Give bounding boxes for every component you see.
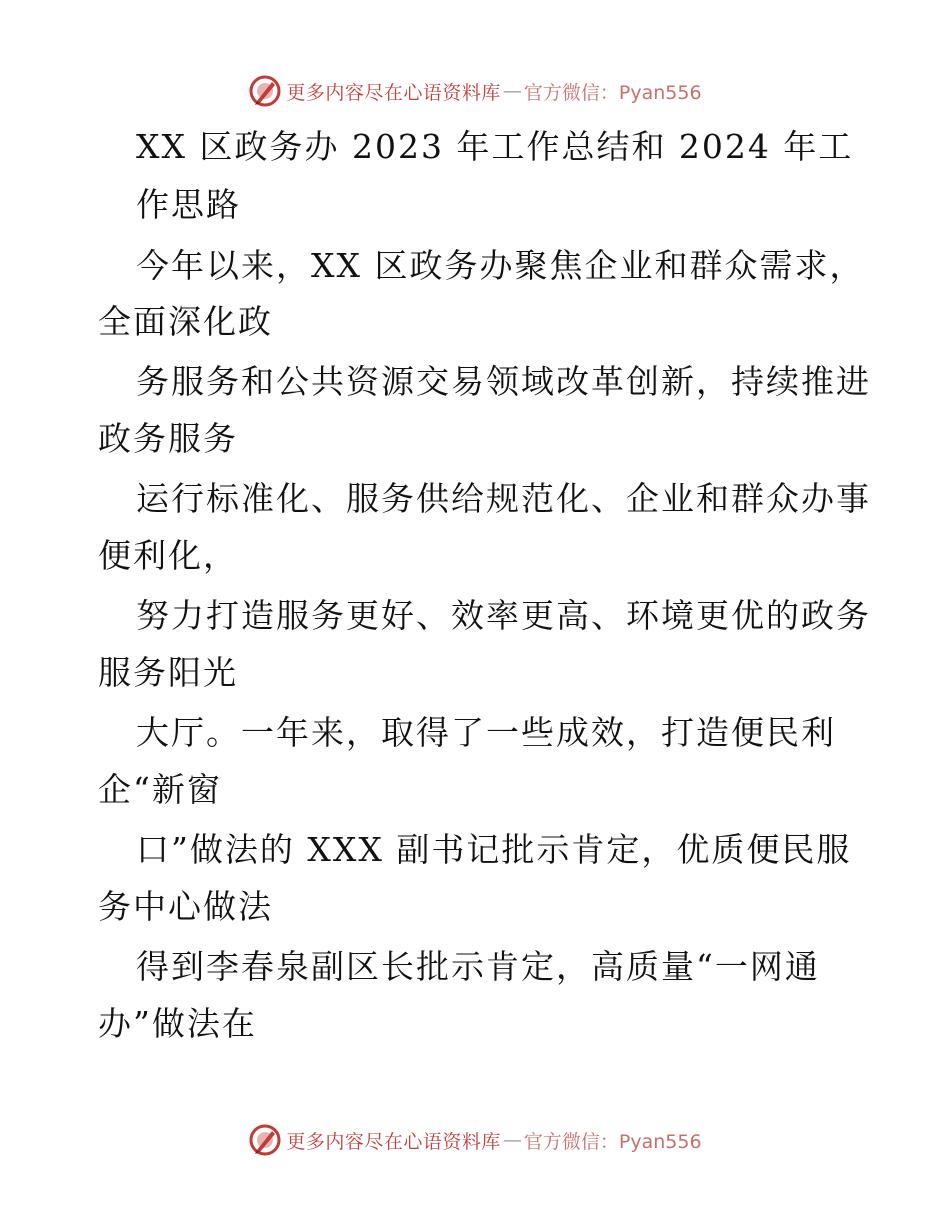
header-watermark-banner — [0, 71, 950, 111]
paragraph-line: 务服务和公共资源交易领域改革创新，持续推进 — [136, 362, 871, 401]
banner-dash: — — [502, 80, 522, 102]
paragraph-line: 全面深化政 — [98, 302, 273, 341]
paragraph-line: 今年以来，XX 区政务办聚焦企业和群众需求， — [136, 246, 865, 285]
footer-watermark-banner — [0, 1120, 950, 1160]
document-title-line-2: 作思路 — [136, 185, 241, 224]
paragraph-line: 便利化， — [98, 536, 238, 575]
document-title-line-1: XX 区政务办 2023 年工作总结和 2024 年工 — [136, 127, 854, 166]
banner-site-text: 更多内容尽在心语资料库 — [286, 81, 501, 104]
paragraph-line: 口”做法的 XXX 副书记批示肯定，优质便民服 — [136, 830, 852, 869]
pen-logo-icon — [248, 1123, 282, 1157]
paragraph-line: 努力打造服务更好、效率更高、环境更优的政务 — [136, 596, 871, 635]
banner-site-text: 更多内容尽在心语资料库 — [286, 1130, 501, 1153]
paragraph-line: 大厅。一年来，取得了一些成效，打造便民利 — [136, 713, 836, 752]
banner-dash: — — [502, 1129, 522, 1151]
paragraph-line: 服务阳光 — [98, 653, 238, 692]
paragraph-line: 运行标准化、服务供给规范化、企业和群众办事 — [136, 479, 871, 518]
paragraph-line: 政务服务 — [98, 419, 238, 458]
paragraph-line: 办”做法在 — [98, 1004, 257, 1043]
paragraph-line: 企“新窗 — [98, 770, 222, 809]
paragraph-line: 得到李春泉副区长批示肯定，高质量“一网通 — [136, 947, 820, 986]
paragraph-line: 务中心做法 — [98, 887, 273, 926]
pen-logo-icon — [248, 74, 282, 108]
banner-wechat-label: 官方微信：Pyan556 — [523, 1130, 702, 1153]
banner-wechat-label: 官方微信：Pyan556 — [523, 81, 702, 104]
